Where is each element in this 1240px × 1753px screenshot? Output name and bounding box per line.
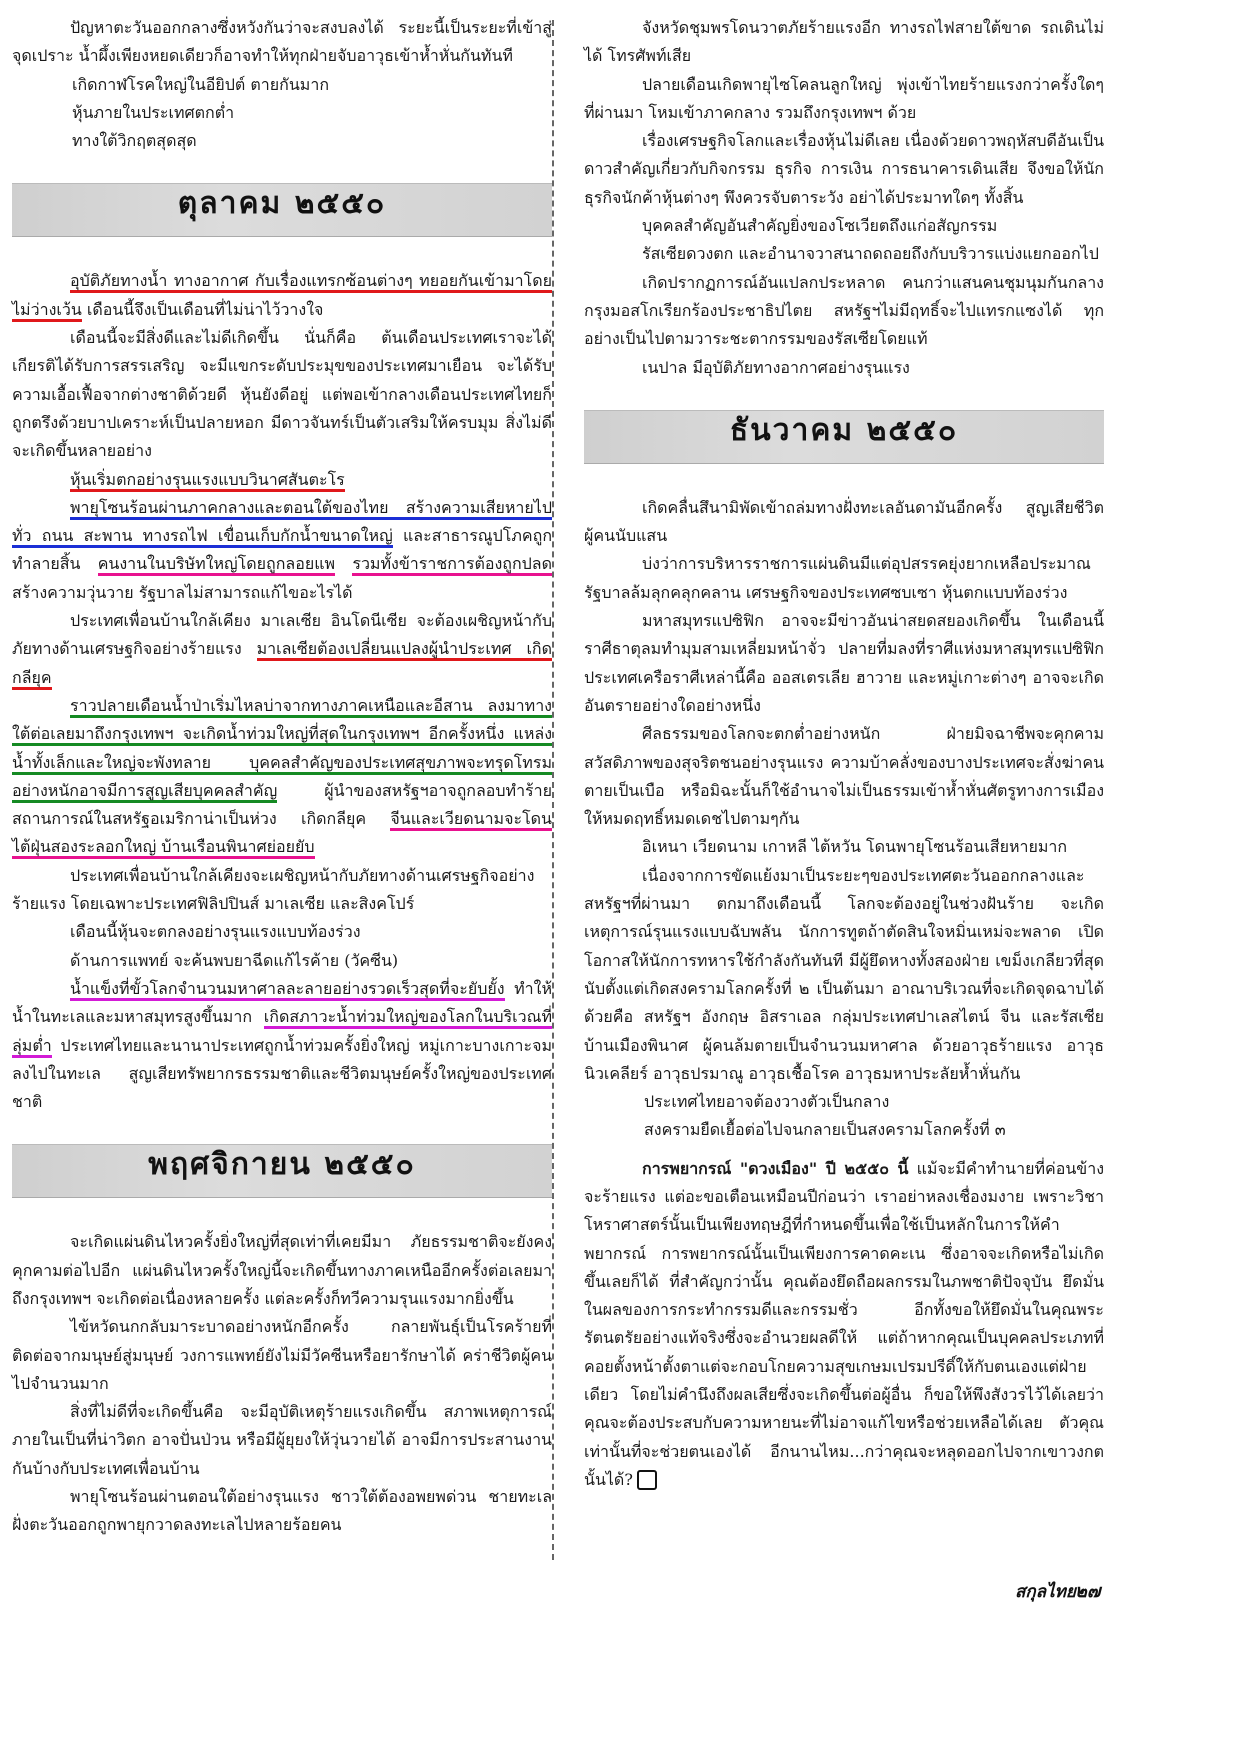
december-heading: ธันวาคม ๒๕๕๐: [729, 412, 959, 448]
november-paragraph: เกิดปรากฏการณ์อันแปลกประหลาด คนกว่าแสนคนชุมนุมกันกลางกรุงมอสโกเรียกร้องประชาธิปไตย สหรัฐฯไม่มีฤทธิ์จะไปแทรกแซงได้ ทุกอย่างเป็นไปตามวาระชะตากรรมของรัสเซียโดยแท้: [584, 272, 1104, 349]
october-heading-banner: [12, 183, 552, 237]
left-column: [12, 14, 552, 1540]
december-line: ประเทศไทยอาจต้องวางตัวเป็นกลาง: [644, 1092, 890, 1112]
intro-line: เกิดกาฬโรคใหญ่ในอียิปต์ ตายกันมาก: [72, 74, 329, 94]
october-paragraph: เดือนนี้จะมีสิ่งดีและไม่ดีเกิดขึ้น นั่นก็คือ ต้นเดือนประเทศเราจะได้เกียรติได้รับการสรรเสริญ จะมีแขกระดับประมุขของประเทศมาเยือน จะได้รับความเอื้อเฟื้อจากต่างชาติด้วยดี หุ้นยังดีอยู่ แต่พอเข้ากลางเดือนประเทศไทยก็ถูกตรึงด้วยบาปเคราะห์เป็นปลายหอก มีดาวจันทร์เป็นตัวเสริมให้ครบมุม สิ่งไม่ดีจะเกิดขึ้นหลายอย่าง: [12, 328, 552, 461]
october-heading: ตุลาคม ๒๕๕๐: [177, 186, 387, 222]
closing-paragraph: การพยากรณ์ "ดวงเมือง" ปี ๒๕๕๐ นี้ แม้จะมีคำทำนายที่ค่อนข้างจะร้ายแรง แต่อะขอเตือนเหมือนปีก่อนว่า เราอย่าหลงเชื่องมงาย เพราะวิชาโหราศาสตร์นั้นเป็นเพียงทฤษฎีที่กำหนดขึ้นเพื่อใช้เป็นหลักในการให้คำพยากรณ์ การพยากรณ์นั้นเป็นเพียงการคาดคะเน ซึ่งอาจจะเกิดหรือไม่เกิดขึ้นเลยก็ได้ ที่สำคัญกว่านั้น คุณต้องยึดถือผลกรรมในภพชาติปัจจุบัน ยึดมั่นในผลของการกระทำกรรมดีและกรรมชั่ว อีกทั้งขอให้ยึดมั่นในคุณพระรัตนตรัยอย่างแท้จริงซึ่งจะอำนวยผลดีให้ แต่ถ้าหากคุณเป็นบุคคลประเภทที่คอยตั้งหน้าตั้งตาแต่จะกอบโกยความสุขเกษมเปรมปรีดิ์ให้กับตนเองแต่ฝ่ายเดียว โดยไม่คำนึงถึงผลเสียซึ่งจะเกิดขึ้นต่อผู้อื่น ก็ขอให้พึงสังวรไว้ได้เลยว่า คุณจะต้องประสบกับความหายนะที่ไม่อาจแก้ไขหรือช่วยเหลือได้เลย ตัวคุณเท่านั้นที่จะช่วยตนเองได้ อีกนานไหม...กว่าคุณจะหลุดออกไปจากเขาวงกตนั้นได้?: [584, 1158, 1105, 1489]
november-paragraph: สิ่งที่ไม่ดีที่จะเกิดขึ้นคือ จะมีอุบัติเหตุร้ายแรงเกิดขึ้น สภาพเหตุการณ์ภายในเป็นที่น่าวิตก อาจปั่นป่วน หรือมีผู้ยุยงให้วุ่นวายได้ อาจมีการประสานงานกันบ้างกับประเทศเพื่อนบ้าน: [12, 1402, 552, 1478]
december-paragraph: เนื่องจากการขัดแย้งมาเป็นระยะๆของประเทศตะวันออกกลางและสหรัฐฯที่ผ่านมา ตกมาถึงเดือนนี้ โลกจะต้องอยู่ในช่วงฝันร้าย จะเกิดเหตุการณ์รุนแรงแบบฉับพลัน นักการทูตถ้าตัดสินใจหมิ่นเหม่จะพลาด เปิดโอกาสให้นักการทหารใช้กำลังกันทันที มีผู้ยึดหางทั้งสองฝ่าย เขม็งเกลียวที่สุดนับตั้งแต่เกิดสงครามโลกครั้งที่ ๒ เป็นต้นมา อาณาบริเวณที่จะเกิดจุดฉาบได้ด้วยคือ สหรัฐฯ อังกฤษ อิสราเอล กลุ่มประเทศปาเลสไตน์ จีน และรัสเซีย บ้านเมืองพินาศ ผู้คนล้มตายเป็นจำนวนมหาศาล ด้วยอาวุธร้ายแรง อาวุธนิวเคลียร์ อาวุธปรมาณู อาวุธเชื้อโรค อาวุธมหาประลัยห้ำหั่นกัน: [584, 865, 1104, 1083]
november-paragraph: บุคคลสำคัญอันสำคัญยิ่งของโซเวียตถึงแก่อสัญกรรม: [642, 216, 998, 236]
december-line: สงครามยืดเยื้อต่อไปจนกลายเป็นสงครามโลกครั้งที่ ๓: [644, 1120, 1006, 1140]
december-heading-banner: [584, 410, 1104, 464]
november-paragraph: เนปาล มีอุบัติภัยทางอากาศอย่างรุนแรง: [642, 357, 910, 377]
intro-line: หุ้นภายในประเทศตกต่ำ: [72, 102, 235, 122]
magenta-underline: เกิดสภาวะน้ำท่วมใหญ่ของโลกในบริเวณที่ลุ่มต่ำ: [12, 1007, 552, 1057]
october-paragraph: ราวปลายเดือนน้ำป่าเริ่มไหลบ่าจากทางภาคเหนือและอีสาน ลงมาทางใต้ต่อเลยมาถึงกรุงเทพฯ จะเกิดน้ำท่วมใหญ่ที่สุดในกรุงเทพฯ อีกครั้งหนึ่ง แหล่งน้ำทั้งเล็กและใหญ่จะพังทลาย บุคคลสำคัญของประเทศสุขภาพจะทรุดโทรมอย่างหนักอาจมีการสูญเสียบุคคลสำคัญ ผู้นำของสหรัฐฯอาจถูกลอบทำร้าย สถานการณ์ในสหรัฐอเมริกาน่าเป็นห่วง เกิดกลียุค จีนและเวียดนามจะโดนไต้ฝุ่นสองระลอกใหญ่ บ้านเรือนพินาศย่อยยับ: [12, 692, 552, 862]
october-paragraph: อุบัติภัยทางน้ำ ทางอากาศ กับเรื่องแทรกซ้อนต่างๆ ทยอยกันเข้ามาโดยไม่ว่างเว้น เดือนนี้จึงเป็นเดือนที่ไม่น่าไว้วางใจ: [12, 267, 552, 324]
magazine-name: สกุลไทย: [1015, 1582, 1076, 1602]
november-paragraph: รัสเซียดวงตก และอำนาจวาสนาถดถอยถึงกับบริวารแบ่งแยกออกไป: [642, 244, 1099, 264]
column-divider: [552, 20, 554, 1560]
magazine-end-mark-icon: [637, 1470, 657, 1490]
november-paragraph: เรื่องเศรษฐกิจโลกและเรื่องหุ้นไม่ดีเลย เนื่องด้วยดาวพฤหัสบดีอันเป็นดาวสำคัญเกี่ยวกับกิจกรรม ธุรกิจ การเงิน การธนาคารเดินเสีย จึงขอให้นักธุรกิจนักค้าหุ้นต่างๆ พึงควรจับตาระวัง อย่าได้ประมาทใดๆ ทั้งสิ้น: [584, 131, 1104, 207]
november-paragraph: จังหวัดชุมพรโดนวาตภัยร้ายแรงอีก ทางรถไฟสายใต้ขาด รถเดินไม่ได้ โทรศัพท์เสีย: [584, 18, 1104, 66]
november-heading: พฤศจิกายน ๒๕๕๐: [148, 1147, 416, 1183]
november-paragraph: ไข้หวัดนกกลับมาระบาดอย่างหนักอีกครั้ง กลายพันธุ์เป็นโรคร้ายที่ติดต่อจากมนุษย์สู่มนุษย์ วงการแพทย์ยังไม่มีวัคซีนหรือยารักษาได้ คร่าชีวิตผู้คนไปจำนวนมาก: [12, 1317, 552, 1393]
december-paragraph: บ่งว่าการบริหารราชการแผ่นดินมีแต่อุปสรรคยุ่งยากเหลือประมาณ รัฐบาลล้มลุกคลุกคลาน เศรษฐกิจของประเทศซบเซา หุ้นตกแบบท้องร่วง: [584, 554, 1091, 602]
intro-paragraph: ปัญหาตะวันออกกลางซึ่งหวังกันว่าจะสงบลงได้ ระยะนี้เป็นระยะที่เข้าสู่จุดเปราะ น้ำผึ้งเพียงหยดเดียวก็อาจทำให้ทุกฝ่ายจับอาวุธเข้าห้ำหั่นกันทันที: [12, 18, 552, 66]
red-underline: มาเลเซียต้องเปลี่ยนแปลงผู้นำประเทศ เกิดกลียุค: [12, 639, 552, 689]
october-paragraph: [12, 466, 552, 494]
october-paragraph: ประเทศเพื่อนบ้านใกล้เคียง มาเลเซีย อินโดนีเซีย จะต้องเผชิญหน้ากับภัยทางด้านเศรษฐกิจอย่างร้ายแรง มาเลเซียต้องเปลี่ยนแปลงผู้นำประเทศ เกิดกลียุค: [12, 607, 552, 692]
magenta-underline: น้ำแข็งที่ขั้วโลกจำนวนมหาศาลละลายอย่างรวดเร็วสุดที่จะยับยั้ง: [70, 979, 505, 1001]
december-paragraph: อิเหนา เวียดนาม เกาหลี ไต้หวัน โดนพายุโซนร้อนเสียหายมาก: [642, 837, 1068, 857]
blue-underline: พายุโซนร้อนผ่านภาคกลางและตอนใต้ของไทย สร้างความเสียหายไปทั่ว ถนน สะพาน ทางรถไฟ เขื่อนเก็บกักน้ำขนาดใหญ่: [12, 498, 552, 548]
closing-lead: การพยากรณ์ "ดวงเมือง" ปี ๒๕๕๐ นี้: [642, 1158, 909, 1178]
october-paragraph: น้ำแข็งที่ขั้วโลกจำนวนมหาศาลละลายอย่างรวดเร็วสุดที่จะยับยั้ง ทำให้น้ำในทะเลและมหาสมุทรสูงขึ้นมาก เกิดสภาวะน้ำท่วมใหญ่ของโลกในบริเวณที่ลุ่มต่ำ ประเทศไทยและนานาประเทศถูกน้ำท่วมครั้งยิ่งใหญ่ หมู่เกาะบางเกาะจมลงไปในทะเล สูญเสียทรัพยากรธรรมชาติและชีวิตมนุษย์ครั้งใหญ่ของประเทศชาติ: [12, 978, 552, 1112]
october-paragraph: ด้านการแพทย์ จะค้นพบยาฉีดแก้ไรค้าย (วัคซีน): [70, 950, 399, 970]
pink-underline: รวมทั้งข้าราชการต้องถูกปลด: [352, 554, 552, 576]
november-heading-banner: [12, 1144, 552, 1198]
page-number: ๒๗: [1075, 1581, 1101, 1602]
october-paragraph: เดือนนี้หุ้นจะตกลงอย่างรุนแรงแบบท้องร่วง: [70, 922, 361, 942]
spacer: [584, 1145, 1104, 1155]
november-paragraph: พายุโซนร้อนผ่านตอนใต้อย่างรุนแรง ชาวใต้ต้องอพยพด่วน ชายทะเลฝั่งตะวันออกถูกพายุกวาดลงทะเลไปหลายร้อยคน: [12, 1487, 552, 1535]
pink-underline: คนงานในบริษัทใหญ่โดยถูกลอยแพ: [98, 554, 335, 576]
red-underline: อุบัติภัยทางน้ำ ทางอากาศ กับเรื่องแทรกซ้อนต่างๆ ทยอยกันเข้ามาโดยไม่ว่างเว้น: [12, 271, 552, 321]
december-paragraph: เกิดคลื่นสึนามิพัดเข้าถล่มทางฝั่งทะเลอันดามันอีกครั้ง สูญเสียชีวิตผู้คนนับแสน: [584, 497, 1104, 546]
november-paragraph: ปลายเดือนเกิดพายุไซโคลนลูกใหญ่ พุ่งเข้าไทยร้ายแรงกว่าครั้งใดๆ ที่ผ่านมา โหมเข้าภาคกลาง รวมถึงกรุงเทพฯ ด้วย: [584, 74, 1104, 122]
green-underline: ราวปลายเดือนน้ำป่าเริ่มไหลบ่าจากทางภาคเหนือและอีสาน ลงมาทางใต้ต่อเลยมาถึงกรุงเทพฯ จะเกิดน้ำท่วมใหญ่ที่สุดในกรุงเทพฯ อีกครั้งหนึ่ง แหล่งน้ำทั้งเล็กและใหญ่จะพังทลาย บุคคลสำคัญของประเทศสุขภาพจะทรุดโทรมอย่างหนักอาจมีการสูญเสียบุคคลสำคัญ: [12, 696, 552, 803]
october-paragraph: พายุโซนร้อนผ่านภาคกลางและตอนใต้ของไทย สร้างความเสียหายไปทั่ว ถนน สะพาน ทางรถไฟ เขื่อนเก็บกักน้ำขนาดใหญ่ และสาธารณูปโภคถูกทำลายสิ้น คนงานในบริษัทใหญ่โดยถูกลอยแพ รวมทั้งข้าราชการต้องถูกปลด สร้างความวุ่นวาย รัฐบาลไม่สามารถแก้ไขอะไรได้: [12, 497, 553, 602]
december-paragraph: มหาสมุทรแปซิฟิก อาจจะมีข่าวอันน่าสยดสยองเกิดขึ้น ในเดือนนี้ราศีธาตุลมทำมุมสามเหลี่ยมหน้าจั่ว ปลายที่มลงที่ราศีแห่งมหาสมุทรแปซิฟิกประเทศเครือราศีเหล่านี้คือ ออสเตรเลีย ฮาวาย และหมู่เกาะต่างๆ อาจจะเกิดอันตรายอย่างใดอย่างหนึ่ง: [584, 611, 1104, 715]
intro-line: ทางใต้วิกฤตสุดสุด: [72, 131, 197, 151]
red-underline: หุ้นเริ่มตกอย่างรุนแรงแบบวินาศสันตะโร: [70, 470, 345, 492]
december-paragraph: ศีลธรรมของโลกจะตกต่ำอย่างหนัก ฝ่ายมิจฉาชีพจะคุกคามสวัสดิภาพของสุจริตชนอย่างรุนแรง ความบ้าคลั่งของบางประเทศจะสั่งฆ่าคนตายเป็นเบือ หรือมิฉะนั้นก็ใช้อำนาจไม่เป็นธรรมเข้าห้ำหั่นศัตรูทางการเมืองให้หมดฤทธิ์หมดเดชไปตามๆกัน: [584, 724, 1104, 829]
right-column: [584, 14, 1104, 1494]
october-paragraph: ประเทศเพื่อนบ้านใกล้เคียงจะเผชิญหน้ากับภัยทางด้านเศรษฐกิจอย่างร้ายแรง โดยเฉพาะประเทศฟิลิปปินส์ มาเลเซีย และสิงคโปร์: [12, 865, 535, 914]
november-paragraph: จะเกิดแผ่นดินไหวครั้งยิ่งใหญ่ที่สุดเท่าที่เคยมีมา ภัยธรรมชาติจะยังคงคุกคามต่อไปอีก แผ่นดินไหวครั้งใหญ่นี้จะเกิดขึ้นทางภาคเหนืออีกครั้งต่อเลยมาถึงกรุงเทพฯ จะเกิดต่อเนื่องหลายครั้ง แต่ละครั้งก็ทวีความรุนแรงมากยิ่งขึ้น: [12, 1232, 552, 1308]
pink-underline: จีนและเวียดนามจะโดนไต้ฝุ่นสองระลอกใหญ่ บ้านเรือนพินาศย่อยยับ: [12, 809, 552, 859]
